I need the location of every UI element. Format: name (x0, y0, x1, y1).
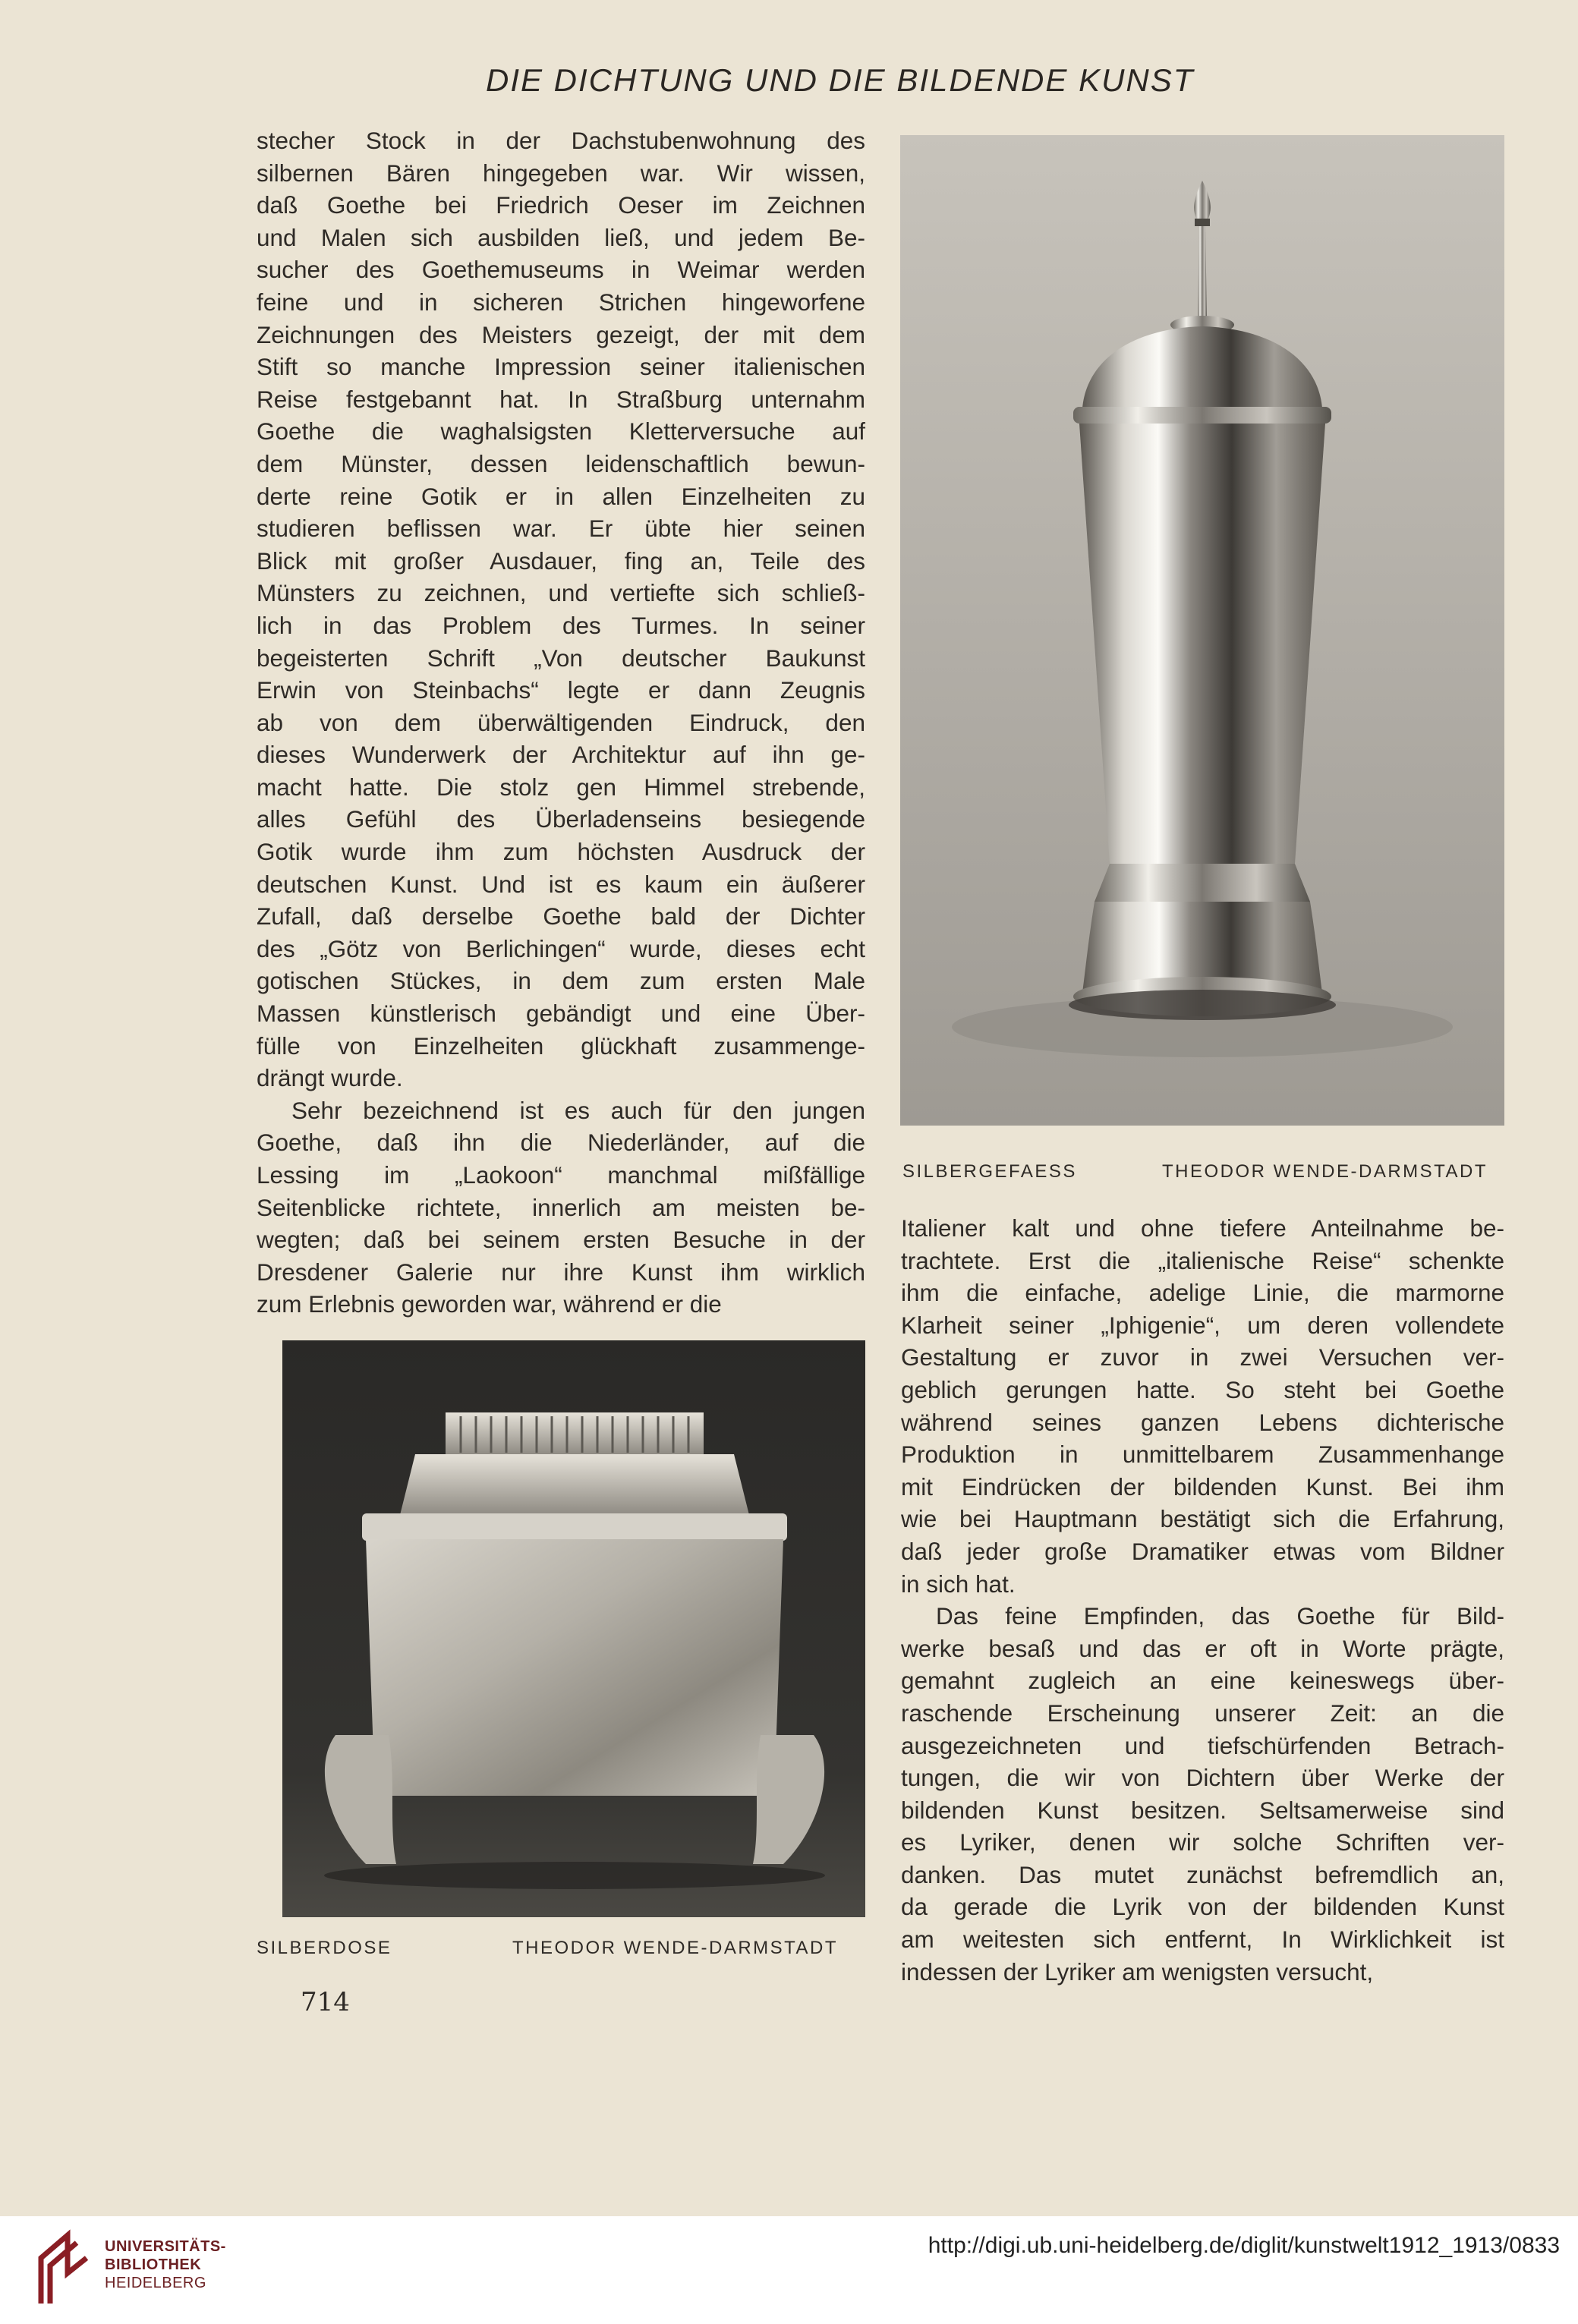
text-line: Stift so manche Impression seiner italienischen (257, 353, 865, 381)
text-line: feine und in sicheren Strichen hingeworfene (257, 288, 865, 316)
vase-caption-artist: THEODOR WENDE-DARMSTADT (1162, 1161, 1488, 1182)
text-line: Sehr bezeichnend ist es auch für den jungen (291, 1096, 865, 1124)
page-number: 714 (301, 1987, 350, 2017)
text-line: raschende Erscheinung unserer Zeit: an die (901, 1699, 1504, 1727)
library-name-line: UNIVERSITÄTS- (105, 2238, 226, 2255)
text-line: alles Gefühl des Überladenseins besiegende (257, 805, 865, 833)
text-line: deutschen Kunst. Und ist es kaum ein äußerer (257, 870, 865, 898)
text-line: Reise festgebannt hat. In Straßburg unternahm (257, 385, 865, 413)
text-line: Italiener kalt und ohne tiefere Anteilnahme be- (901, 1214, 1504, 1242)
text-column-left (257, 124, 865, 1321)
silver-box-image (282, 1340, 865, 1917)
library-logo-icon (33, 2228, 94, 2307)
text-line: fülle von Einzelheiten glückhaft zusammenge- (257, 1031, 865, 1060)
text-line: Zufall, daß derselbe Goethe bald der Dichter (257, 902, 865, 931)
text-line: geblich gerungen hatte. So steht bei Goethe (901, 1375, 1504, 1403)
text-line: es Lyriker, denen wir solche Schriften ver- (901, 1828, 1504, 1856)
text-line: Klarheit seiner „Iphigenie“, um deren vollendete (901, 1311, 1504, 1339)
running-head: DIE DICHTUNG UND DIE BILDENDE KUNST (486, 62, 1195, 98)
permalink-url[interactable]: http://digi.ub.uni-heidelberg.de/diglit/kunstwelt1912_1913/0833 (928, 2233, 1560, 2258)
text-line: stecher Stock in der Dachstubenwohnung des (257, 127, 865, 154)
text-line: sucher des Goethemuseums in Weimar werden (257, 256, 865, 284)
text-line: silbernen Bären hingegeben war. Wir wissen, (257, 159, 865, 187)
library-name (105, 2237, 226, 2292)
text-line: Seitenblicke richtete, innerlich am meisten be- (257, 1193, 865, 1221)
text-line: Das feine Empfinden, das Goethe für Bild- (936, 1602, 1504, 1630)
text-column-right (901, 1212, 1504, 1988)
photo-silver-vessel (900, 135, 1504, 1126)
vase-caption-title: SILBERGEFAESS (902, 1161, 1077, 1182)
text-line: da gerade die Lyrik von der bildenden Kunst (901, 1893, 1504, 1921)
text-line: daß jeder große Dramatiker etwas vom Bildner (901, 1537, 1504, 1565)
text-line: gotischen Stückes, in dem zum ersten Male (257, 967, 865, 995)
text-line: zum Erlebnis geworden war, während er die (257, 1290, 722, 1318)
text-line: lich in das Problem des Turmes. In seiner (257, 611, 865, 639)
text-line: gemahnt zugleich an eine keineswegs über- (901, 1667, 1504, 1695)
text-line: Münsters zu zeichnen, und vertiefte sich schließ- (257, 579, 865, 607)
text-line: Goethe die waghalsigsten Kletterversuche auf (257, 417, 865, 446)
text-line: trachtete. Erst die „italienische Reise“ schenkte (901, 1246, 1504, 1274)
text-line: Lessing im „Laokoon“ manchmal mißfällige (257, 1161, 865, 1189)
text-line: wie bei Hauptmann bestätigt sich die Erfahrung, (901, 1505, 1504, 1533)
library-name-line: BIBLIOTHEK (105, 2256, 202, 2273)
text-line: studieren beflissen war. Er übte hier seinen (257, 515, 865, 543)
text-line: dem Münster, dessen leidenschaftlich bewun- (257, 449, 865, 477)
text-line: Goethe, daß ihn die Niederländer, auf die (257, 1129, 865, 1157)
text-line: wegten; daß bei seinem ersten Besuche in der (257, 1226, 865, 1254)
text-line: ihm die einfache, adelige Linie, die marmorne (901, 1279, 1504, 1307)
text-line: in sich hat. (901, 1570, 1016, 1598)
text-line: werke besaß und das er oft in Worte prägte, (901, 1634, 1504, 1662)
text-line: danken. Das mutet zunächst befremdlich an, (901, 1860, 1504, 1888)
text-line: ausgezeichneten und tiefschürfenden Betrach- (901, 1731, 1504, 1759)
text-line: indessen der Lyriker am wenigsten versucht, (901, 1957, 1374, 1985)
text-line: drängt wurde. (257, 1064, 403, 1092)
text-line: daß Goethe bei Friedrich Oeser im Zeichnen (257, 191, 865, 219)
photo-silver-box (282, 1340, 865, 1917)
text-line: Dresdener Galerie nur ihre Kunst ihm wirklich (257, 1258, 865, 1286)
text-line: macht hatte. Die stolz gen Himmel strebende, (257, 773, 865, 801)
text-line: tungen, die wir von Dichtern über Werke der (901, 1764, 1504, 1792)
box-caption-artist: THEODOR WENDE-DARMSTADT (512, 1938, 839, 1958)
library-name-line: HEIDELBERG (105, 2275, 206, 2291)
text-line: Blick mit großer Ausdauer, fing an, Teile des (257, 546, 865, 575)
box-caption-title: SILBERDOSE (257, 1938, 392, 1958)
text-line: und Malen sich ausbilden ließ, und jedem Be- (257, 223, 865, 251)
text-line: ab von dem überwältigenden Eindruck, den (257, 708, 865, 736)
text-line: begeisterten Schrift „Von deutscher Baukunst (257, 644, 865, 672)
text-line: Gestaltung er zuvor in zwei Versuchen ver- (901, 1343, 1504, 1371)
text-line: des „Götz von Berlichingen“ wurde, dieses echt (257, 934, 865, 962)
text-line: während seines ganzen Lebens dichterische (901, 1408, 1504, 1436)
text-line: Erwin von Steinbachs“ legte er dann Zeugnis (257, 676, 865, 704)
text-line: dieses Wunderwerk der Architektur auf ihn ge- (257, 741, 865, 769)
text-line: mit Eindrücken der bildenden Kunst. Bei ihm (901, 1472, 1504, 1501)
text-line: bildenden Kunst besitzen. Seltsamerweise sind (901, 1796, 1504, 1824)
text-line: Zeichnungen des Meisters gezeigt, der mit dem (257, 320, 865, 348)
silver-vessel-image (900, 135, 1504, 1126)
text-line: derte reine Gotik er in allen Einzelheiten zu (257, 482, 865, 510)
text-line: Produktion in unmittelbarem Zusammenhange (901, 1441, 1504, 1469)
text-line: am weitesten sich entfernt, In Wirklichkeit ist (901, 1926, 1504, 1954)
text-line: Massen künstlerisch gebändigt und eine Über- (257, 1000, 865, 1028)
text-line: Gotik wurde ihm zum höchsten Ausdruck der (257, 838, 865, 866)
